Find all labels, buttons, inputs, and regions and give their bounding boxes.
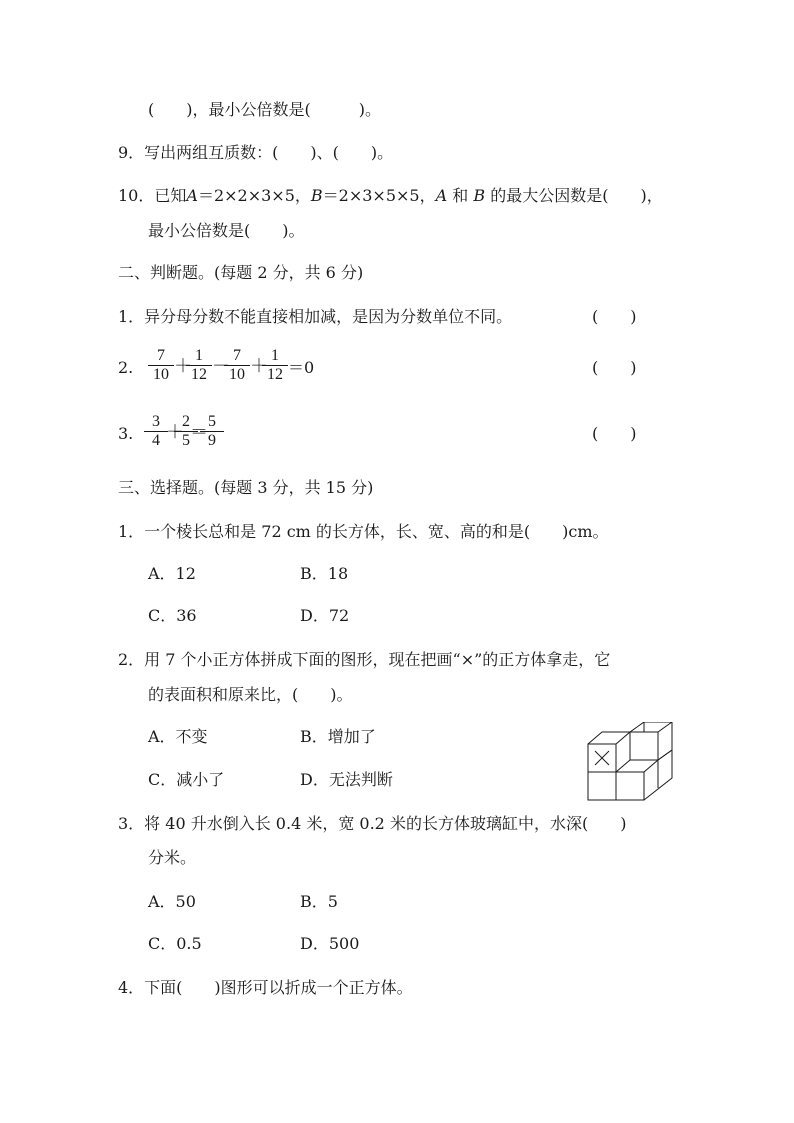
choice-1-option-a: A．12 — [148, 564, 196, 583]
judge-2-result: ＝0 — [288, 358, 315, 377]
fraction-numerator: 7 — [148, 347, 174, 366]
choice-3-continuation: 分米。 — [148, 848, 197, 867]
judge-2-op-3: ＋ — [250, 356, 268, 376]
judge-3-op-2: ＝ — [190, 422, 208, 442]
fraction-denominator: 12 — [267, 366, 283, 383]
cube-face — [616, 772, 644, 800]
judge-2-answer-paren: ( ) — [592, 358, 637, 377]
choice-1-stem: 1．一个棱长总和是 72 cm 的长方体，长、宽、高的和是( )cm。 — [118, 522, 609, 541]
fraction-numerator: 1 — [262, 347, 288, 366]
judge-2-op-2: － — [212, 356, 230, 376]
q10-continuation: 最小公倍数是( )。 — [148, 221, 305, 240]
judge-2-number: 2. — [118, 358, 134, 377]
judge-2-fraction-1 — [148, 347, 174, 384]
choice-3-option-d: D．500 — [300, 934, 360, 953]
cube-edge — [644, 760, 658, 772]
q10-var-a: A — [186, 186, 198, 205]
q10-var-a2: A — [435, 186, 448, 205]
fraction-denominator: 5 — [182, 432, 190, 449]
q10-number: 10．已知 — [118, 186, 187, 205]
fraction-denominator: 10 — [229, 366, 245, 383]
fraction-numerator: 3 — [144, 413, 168, 432]
choice-3-option-a: A．50 — [148, 892, 196, 911]
fraction-denominator: 10 — [153, 366, 169, 383]
judge-2-fraction-3 — [224, 347, 250, 384]
q10-and: 和 — [447, 186, 474, 205]
fraction-denominator: 4 — [152, 432, 160, 449]
cube-top-face — [588, 732, 630, 744]
section-2-title: 二、判断题。(每题 2 分，共 6 分) — [118, 263, 364, 282]
choice-3-stem: 3．将 40 升水倒入长 0.4 米，宽 0.2 米的长方体玻璃缸中，水深( ) — [118, 814, 627, 833]
q10-expr-b: ＝2×3×5×5， — [322, 186, 436, 205]
fraction-numerator: 5 — [200, 413, 224, 432]
choice-4-stem: 4．下面( )图形可以折成一个正方体。 — [118, 978, 413, 997]
fraction-denominator: 12 — [191, 366, 207, 383]
choice-2-option-d: D．无法判断 — [300, 770, 393, 789]
fraction-numerator: 7 — [224, 347, 250, 366]
q8-continuation: ( )，最小公倍数是( )。 — [148, 100, 381, 119]
judge-2-fraction-4 — [262, 347, 288, 384]
choice-2-option-b: B．增加了 — [300, 727, 376, 746]
judge-2-op-1: ＋ — [174, 356, 192, 376]
judge-2-fraction-2 — [186, 347, 212, 384]
choice-3-option-c: C．0.5 — [148, 934, 202, 953]
fraction-numerator: 2 — [174, 413, 198, 432]
choice-1-option-d: D．72 — [300, 606, 350, 625]
choice-1-option-b: B．18 — [300, 564, 349, 583]
judge-1-text: 1．异分母分数不能直接相加减，是因为分数单位不同。 — [118, 307, 513, 326]
q10-var-b: B — [310, 186, 323, 205]
section-3-title: 三、选择题。(每题 3 分，共 15 分) — [118, 478, 374, 497]
choice-2-stem: 2．用 7 个小正方体拼成下面的图形，现在把画“×”的正方体拿走，它 — [118, 650, 611, 669]
fraction-denominator: 9 — [208, 432, 216, 449]
fraction-numerator: 1 — [186, 347, 212, 366]
cube-stack-figure — [586, 722, 686, 808]
choice-2-option-a: A．不变 — [148, 727, 208, 746]
cube-face — [588, 772, 616, 800]
judge-3-op-1: ＋ — [166, 422, 184, 442]
judge-3-number: 3. — [118, 424, 134, 443]
choice-2-continuation: 的表面积和原来比，( )。 — [148, 685, 353, 704]
choice-3-option-b: B．5 — [300, 892, 338, 911]
judge-1-answer-paren: ( ) — [592, 307, 637, 326]
q10-text — [118, 186, 663, 206]
judge-3-fraction-3 — [200, 413, 224, 450]
choice-1-option-c: C．36 — [148, 606, 197, 625]
cube-edge — [658, 750, 672, 760]
q10-tail: 的最大公因数是( )， — [485, 186, 663, 205]
choice-2-option-c: C．减小了 — [148, 770, 225, 789]
q10-var-b2: B — [473, 186, 486, 205]
q9-text: 9．写出两组互质数：( )、( )。 — [118, 143, 394, 162]
cube-edge — [658, 722, 672, 732]
q10-expr-a: ＝2×2×3×5， — [197, 186, 311, 205]
judge-3-fraction-1 — [144, 413, 168, 450]
judge-3-answer-paren: ( ) — [592, 424, 637, 443]
